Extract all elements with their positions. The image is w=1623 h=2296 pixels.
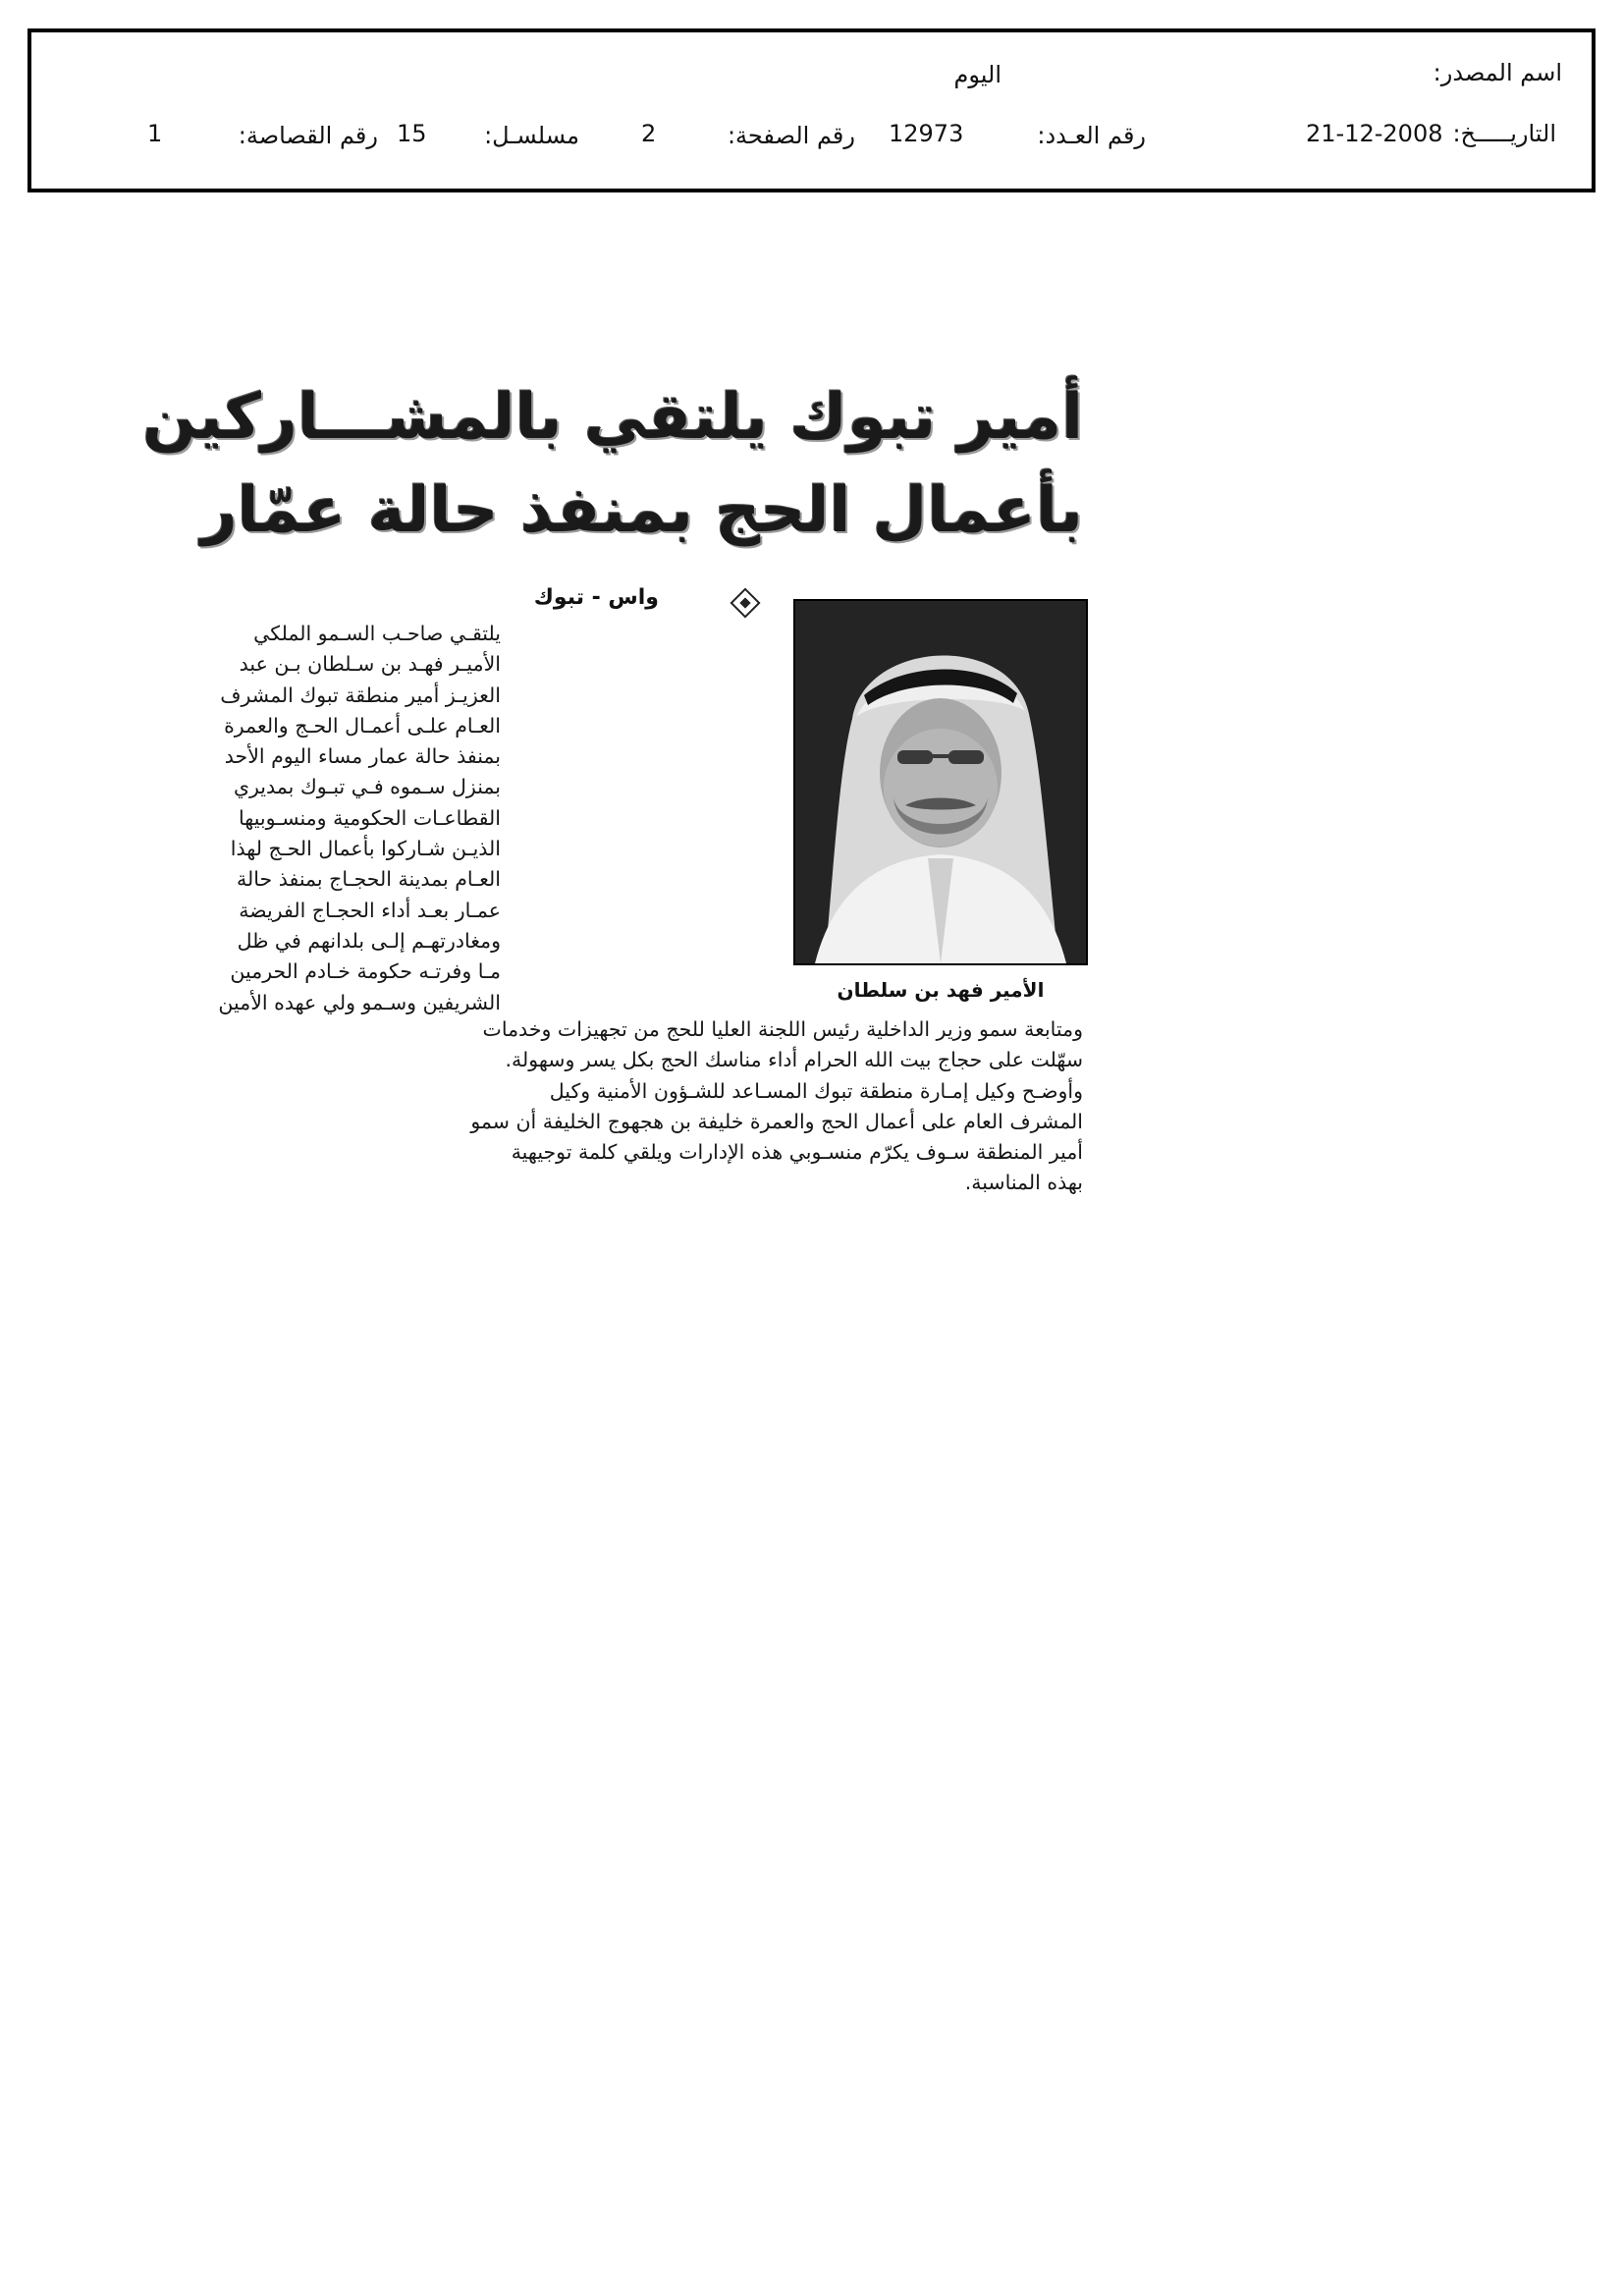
source-value: اليوم	[953, 61, 1001, 88]
page-value: 2	[641, 120, 657, 147]
issue-label: رقم العـدد:	[1037, 122, 1146, 149]
serial-value: 15	[397, 120, 427, 147]
article-line: بمنزل سـموه فـي تبـوك بمديري	[233, 775, 501, 799]
article-column	[187, 619, 501, 1018]
serial-label: مسلسـل:	[484, 122, 579, 149]
date-value: 21-12-2008	[1306, 120, 1443, 147]
article-line: بهذه المناسبة.	[964, 1171, 1083, 1195]
clipping-info-box	[27, 28, 1596, 192]
article-line: وأوضـح وكيل إمـارة منطقة تبوك المسـاعد للشـؤون الأمنية وكيل	[549, 1078, 1083, 1103]
article-line: العـام علـى أعمـال الحـج والعمرة	[224, 713, 501, 738]
article-line: الذيـن شـاركوا بأعمال الحـج لهذا	[230, 837, 501, 861]
dateline: واس - تبوك	[533, 585, 659, 610]
article-continuation	[430, 1014, 1083, 1199]
source-label: اسم المصدر:	[1433, 59, 1562, 86]
clip-label: رقم القصاصة:	[238, 122, 378, 149]
article-line: العـام بمدينة الحجـاج بمنفذ حالة	[237, 867, 501, 892]
headline-line-2: بأعمال الحج بمنفذ حالة عمّار	[200, 474, 1083, 547]
article-line: عمـار بعـد أداء الحجـاج الفريضة	[239, 898, 501, 922]
article-line: العزيـز أمير منطقة تبوك المشرف	[220, 683, 501, 707]
issue-value: 12973	[889, 120, 964, 147]
article-line: يلتقـي صاحـب السـمو الملكي	[253, 622, 501, 645]
article-line: بمنفذ حالة عمار مساء اليوم الأحد	[224, 744, 501, 769]
agency-diamond-icon	[730, 587, 760, 618]
article-line: القطاعـات الحكومية ومنسـوبيها	[239, 805, 501, 830]
date-label: التاريـــــخ:	[1452, 120, 1556, 147]
portrait-photo	[793, 599, 1088, 965]
article-line: المشرف العام على أعمال الحج والعمرة خليفة بن هجهوج الخليفة أن سمو	[470, 1109, 1083, 1133]
page-label: رقم الصفحة:	[727, 122, 855, 149]
article-line: سهّلت على حجاج بيت الله الحرام أداء مناسك الحج بكل يسر وسهولة.	[505, 1048, 1083, 1072]
article-line: أمير المنطقة سـوف يكرّم منسـوبي هذه الإدارات ويلقي كلمة توجيهية	[511, 1140, 1083, 1165]
clip-value: 1	[147, 120, 163, 147]
article-line: الأميـر فهـد بن سـلطان بـن عبد	[239, 652, 501, 677]
article-line: ومغادرتهـم إلـى بلدانهم في ظل	[237, 928, 501, 953]
photo-caption: الأمير فهد بن سلطان	[837, 978, 1045, 1002]
article-line: ومتابعة سمو وزير الداخلية رئيس اللجنة العليا للحج من تجهيزات وخدمات	[482, 1017, 1083, 1041]
article-line: الشريفين وسـمو ولي عهده الأمين	[218, 990, 501, 1014]
article-line: مـا وفرتـه حكومة خـادم الحرمين	[230, 959, 501, 984]
headline-line-1: أمير تبوك يلتقي بالمشـــاركين	[142, 381, 1083, 454]
